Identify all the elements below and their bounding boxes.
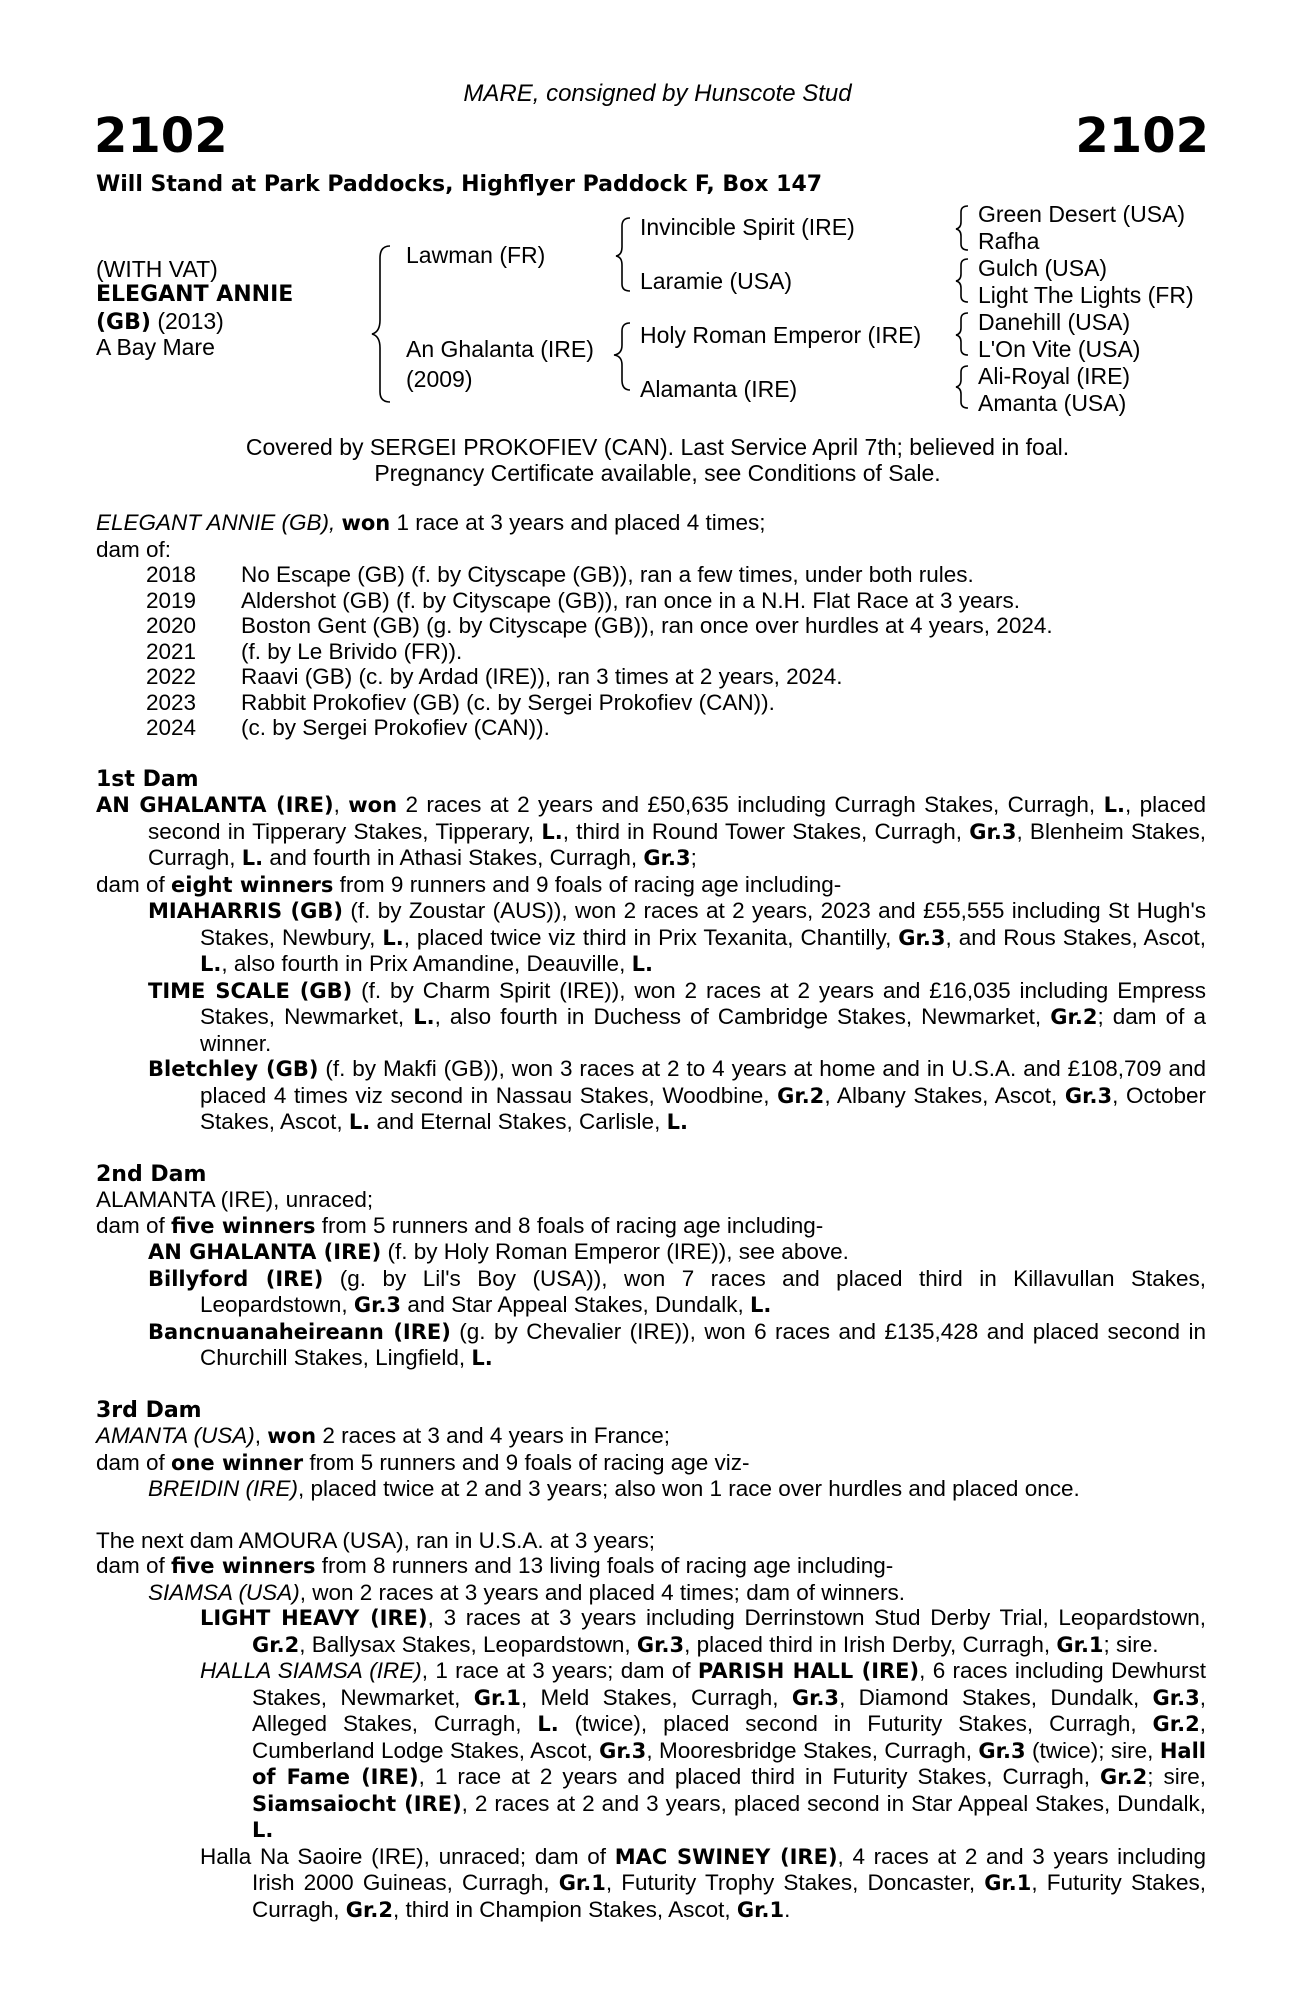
pregnancy-line: Pregnancy Certificate available, see Conditions of Sale. <box>374 460 941 486</box>
first-dam-produce: dam of eight winners from 9 runners and 9 foals of racing age including- <box>96 871 842 897</box>
progeny-row: 2022 Raavi (GB) (c. by Ardad (IRE)), ran 3 times at 2 years, 2024. <box>146 664 843 689</box>
pedigree-sire: Lawman (FR) <box>406 242 546 268</box>
pedigree-g4: Light The Lights (FR) <box>978 282 1194 308</box>
progeny-row: 2021 (f. by Le Brivido (FR)). <box>146 638 463 664</box>
dam-of-label: dam of: <box>96 536 172 562</box>
produce-billyford: Billyford (IRE) (g. by Lil's Boy (USA)), won 7 races and placed third in Killavullan Stakes, Leopardstown, Gr.3 and Star Appeal Stakes, Dundalk, L. <box>148 1265 1206 1317</box>
produce-time-scale: TIME SCALE (GB) (f. by Charm Spirit (IRE)), won 2 races at 2 years and £16,035 including Empress Stakes, Newmarket, L., also fourth in Duchess of Cambridge Stakes, Newmarket, Gr.2; dam of a winner. <box>148 977 1206 1056</box>
pedigree-g7: Ali-Royal (IRE) <box>978 363 1131 389</box>
horse-name: ELEGANT ANNIE <box>96 282 294 307</box>
stand-location: Will Stand at Park Paddocks, Highflyer Paddock F, Box 147 <box>96 172 823 197</box>
produce-halla-na-saoire: Halla Na Saoire (IRE), unraced; dam of MAC SWINEY (IRE), 4 races at 2 and 3 years including Irish 2000 Guineas, Curragh, Gr.1, Futurity Trophy Stakes, Doncaster, Gr.1, Futurity Stakes, Curragh, Gr.2, third in Champion Stakes, Ascot, Gr.1. <box>200 1843 1206 1922</box>
pedigree-dam-year: (2009) <box>406 366 473 392</box>
first-dam-record: AN GHALANTA (IRE), won 2 races at 2 years and £50,635 including Curragh Stakes, Curragh, L., placed second in Tipperary Stakes, Tipperary, L., third in Round Tower Stakes, Curragh, Gr.3, Blenheim Stakes, Curragh, L. and fourth in Athasi Stakes, Curragh, Gr.3; <box>96 792 1206 870</box>
progeny-row: 2023 Rabbit Prokofiev (GB) (c. by Sergei Prokofiev (CAN)). <box>146 689 775 715</box>
pedigree-dam: An Ghalanta (IRE) <box>406 336 594 362</box>
produce-bletchley: Bletchley (GB) (f. by Makfi (GB)), won 3 races at 2 to 4 years at home and in U.S.A. and £108,709 and placed 4 times viz second in Nassau Stakes, Woodbine, Gr.2, Albany Stakes, Ascot, Gr.3, October Stakes, Ascot, L. and Eternal Stakes, Carlisle, L. <box>148 1056 1206 1134</box>
pedigree-g1: Green Desert (USA) <box>978 201 1186 227</box>
third-dam-record: AMANTA (USA), won 2 races at 3 and 4 years in France; <box>96 1423 670 1448</box>
second-dam-produce: dam of five winners from 5 runners and 8 foals of racing age including- <box>96 1212 824 1238</box>
horse-description: A Bay Mare <box>96 334 215 360</box>
progeny-row: 2018 No Escape (GB) (f. by Cityscape (GB)), ran a few times, under both rules. <box>146 562 974 587</box>
produce-an-ghalanta: AN GHALANTA (IRE) (f. by Holy Roman Emperor (IRE)), see above. <box>148 1239 849 1264</box>
produce-halla-siamsa: HALLA SIAMSA (IRE), 1 race at 3 years; dam of PARISH HALL (IRE), 6 races including Dewhurst Stakes, Newmarket, Gr.1, Meld Stakes, Curragh, Gr.3, Diamond Stakes, Dundalk, Gr.3, Alleged Stakes, Curragh, L. (twice), placed second in Futurity Stakes, Curragh, Gr.2, Cumberland Lodge Stakes, Ascot, Gr.3, Mooresbridge Stakes, Curragh, Gr.3 (twice); sire, Hall of Fame (IRE), 1 race at 2 years and placed third in Futurity Stakes, Curragh, Gr.2; sire, Siamsaiocht (IRE), 2 races at 2 and 3 years, placed second in Star Appeal Stakes, Dundalk, L. <box>200 1658 1207 1842</box>
lot-number-right: 2102 <box>1075 108 1209 164</box>
second-dam-heading: 2nd Dam <box>96 1161 207 1187</box>
horse-suffix-year: (GB) (2013) <box>96 308 224 335</box>
pedigree-dam-sire: Holy Roman Emperor (IRE) <box>640 322 922 348</box>
produce-miaharris: MIAHARRIS (GB) (f. by Zoustar (AUS)), won 2 races at 2 years, 2023 and £55,555 including St Hugh's Stakes, Newbury, L., placed twice viz third in Prix Texanita, Chantilly, Gr.3, and Rous Stakes, Ascot, L., also fourth in Prix Amandine, Deauville, L. <box>148 898 1207 976</box>
progeny-row: 2019 Aldershot (GB) (f. by Cityscape (GB)), ran once in a N.H. Flat Race at 3 years. <box>146 587 1021 613</box>
pedigree-dam-dam: Alamanta (IRE) <box>640 376 798 402</box>
third-dam-heading: 3rd Dam <box>96 1397 202 1423</box>
pedigree-g3: Gulch (USA) <box>978 255 1108 281</box>
second-dam-record: ALAMANTA (IRE), unraced; <box>96 1187 374 1212</box>
race-record <box>96 510 1206 1923</box>
pedigree-g2: Rafha <box>978 228 1040 254</box>
progeny-row: 2024 (c. by Sergei Prokofiev (CAN)). <box>146 715 550 740</box>
next-dam-record: The next dam AMOURA (USA), ran in U.S.A. at 3 years; <box>96 1527 655 1553</box>
pedigree-g8: Amanta (USA) <box>978 390 1127 416</box>
vat-note: (WITH VAT) <box>96 256 218 282</box>
next-dam-produce: dam of five winners from 8 runners and 13 living foals of racing age including- <box>96 1553 894 1578</box>
produce-breidin: BREIDIN (IRE), placed twice at 2 and 3 years; also won 1 race over hurdles and placed once. <box>148 1476 1080 1501</box>
mare-summary: ELEGANT ANNIE (GB), won 1 race at 3 years and placed 4 times; <box>96 510 766 535</box>
progeny-row: 2020 Boston Gent (GB) (g. by Cityscape (GB)), ran once over hurdles at 4 years, 2024. <box>146 613 1053 638</box>
first-dam-heading: 1st Dam <box>96 766 199 792</box>
covered-line: Covered by SERGEI PROKOFIEV (CAN). Last Service April 7th; believed in foal. <box>245 434 1070 460</box>
consignment-line: MARE, consigned by Hunscote Stud <box>463 80 852 107</box>
lot-number-left: 2102 <box>94 108 228 164</box>
pedigree-g5: Danehill (USA) <box>978 309 1131 335</box>
pedigree-g6: L'On Vite (USA) <box>978 336 1141 362</box>
produce-bancnuanaheireann: Bancnuanaheireann (IRE) (g. by Chevalier (IRE)), won 6 races and £135,428 and placed second in Churchill Stakes, Lingfield, L. <box>148 1318 1206 1370</box>
progeny-list <box>96 562 1206 741</box>
produce-siamsa: SIAMSA (USA), won 2 races at 3 years and placed 4 times; dam of winners. <box>148 1579 906 1605</box>
produce-light-heavy: LIGHT HEAVY (IRE), 3 races at 3 years including Derrinstown Stud Derby Trial, Leopardstown, Gr.2, Ballysax Stakes, Leopardstown, Gr.3, placed third in Irish Derby, Curragh, Gr.1; sire. <box>200 1605 1207 1657</box>
third-dam-produce: dam of one winner from 5 runners and 9 foals of racing age viz- <box>96 1449 750 1475</box>
pedigree-sire-sire: Invincible Spirit (IRE) <box>640 214 855 240</box>
pedigree-sire-dam: Laramie (USA) <box>640 268 793 294</box>
